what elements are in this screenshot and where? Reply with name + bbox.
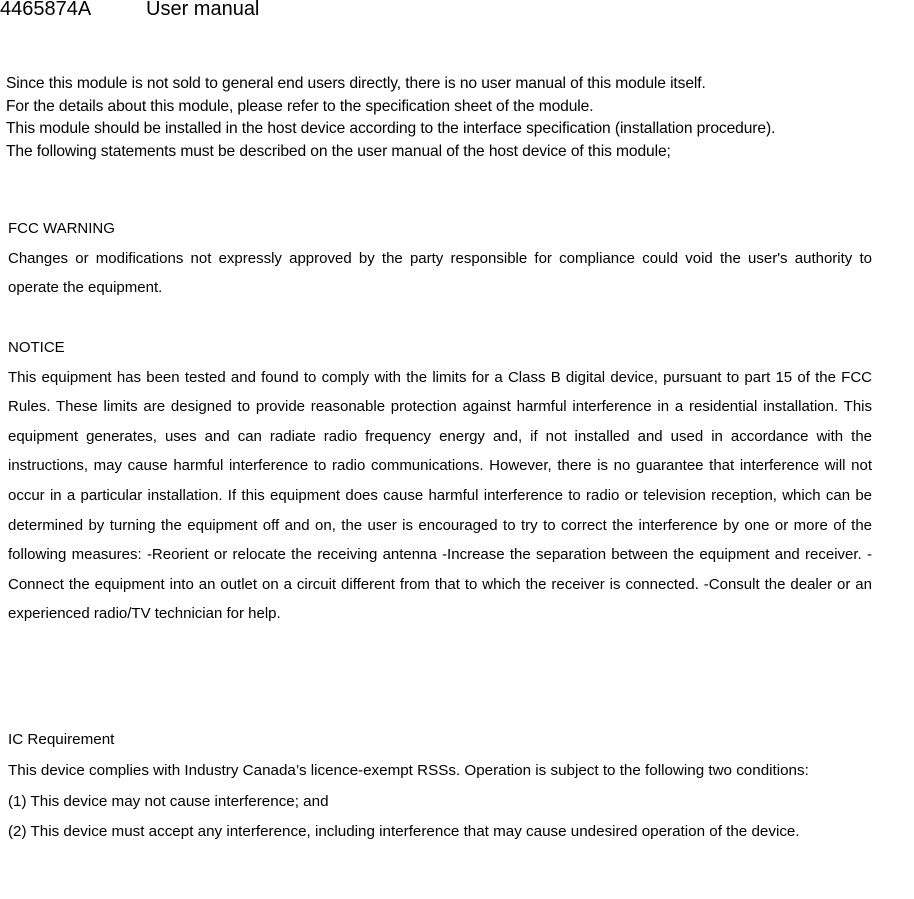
notice-body: This equipment has been tested and found to comply with the limits for a Class B digital device, pursuant to part 15 of the FCC Rules. These limits are designed to provide reasonable protection against harmful interference in a residential installation. This equipment generates, uses and can radiate radio frequency energy and, if not installed and used in accordance with the instructions, may cause harmful interference to radio communications. However, there is no guarantee that interference will not occur in a particular installation. If this equipment does cause harmful interference to radio or television reception, which can be determined by turning the equipment off and on, the user is encouraged to try to correct the interference by one or more of the following measures: -Reorient or relocate the receiving antenna -Increase the separation between the equipment and receiver. -Connect the equipment into an outlet on a circuit different from that to which the receiver is connected. -Consult the dealer or an experienced radio/TV technician for help. bbox=[8, 368, 872, 623]
fcc-warning-heading: FCC WARNING bbox=[8, 220, 115, 237]
document-title: User manual bbox=[146, 0, 260, 20]
ic-condition-2: (2) This device must accept any interference, including interference that may cause undesired operation of the device. bbox=[8, 823, 800, 841]
ic-requirement-heading: IC Requirement bbox=[8, 731, 115, 748]
ic-requirement-section bbox=[8, 725, 872, 848]
intro-line: This module should be installed in the host device according to the interface specification (installation procedure). bbox=[6, 120, 776, 137]
fcc-warning-body: Changes or modifications not expressly approved by the party responsible for compliance could void the user's authority to operate the equipment. bbox=[8, 249, 872, 297]
intro-line: For the details about this module, please refer to the specification sheet of the module. bbox=[6, 97, 594, 115]
notice-section bbox=[8, 333, 872, 629]
ic-condition-1: (1) This device may not cause interference; and bbox=[8, 792, 329, 810]
intro-line: Since this module is not sold to general end users directly, there is no user manual of this module itself. bbox=[6, 75, 706, 92]
document-header bbox=[0, 0, 259, 21]
fcc-warning-section bbox=[8, 214, 872, 303]
intro-line: The following statements must be described on the user manual of the host device of this module; bbox=[6, 142, 671, 160]
ic-requirement-intro: This device complies with Industry Canada’s licence-exempt RSSs. Operation is subject to the following two conditions: bbox=[8, 761, 809, 779]
notice-heading: NOTICE bbox=[8, 339, 65, 356]
document-id: 4465874A bbox=[0, 0, 92, 20]
intro-block bbox=[6, 73, 775, 163]
